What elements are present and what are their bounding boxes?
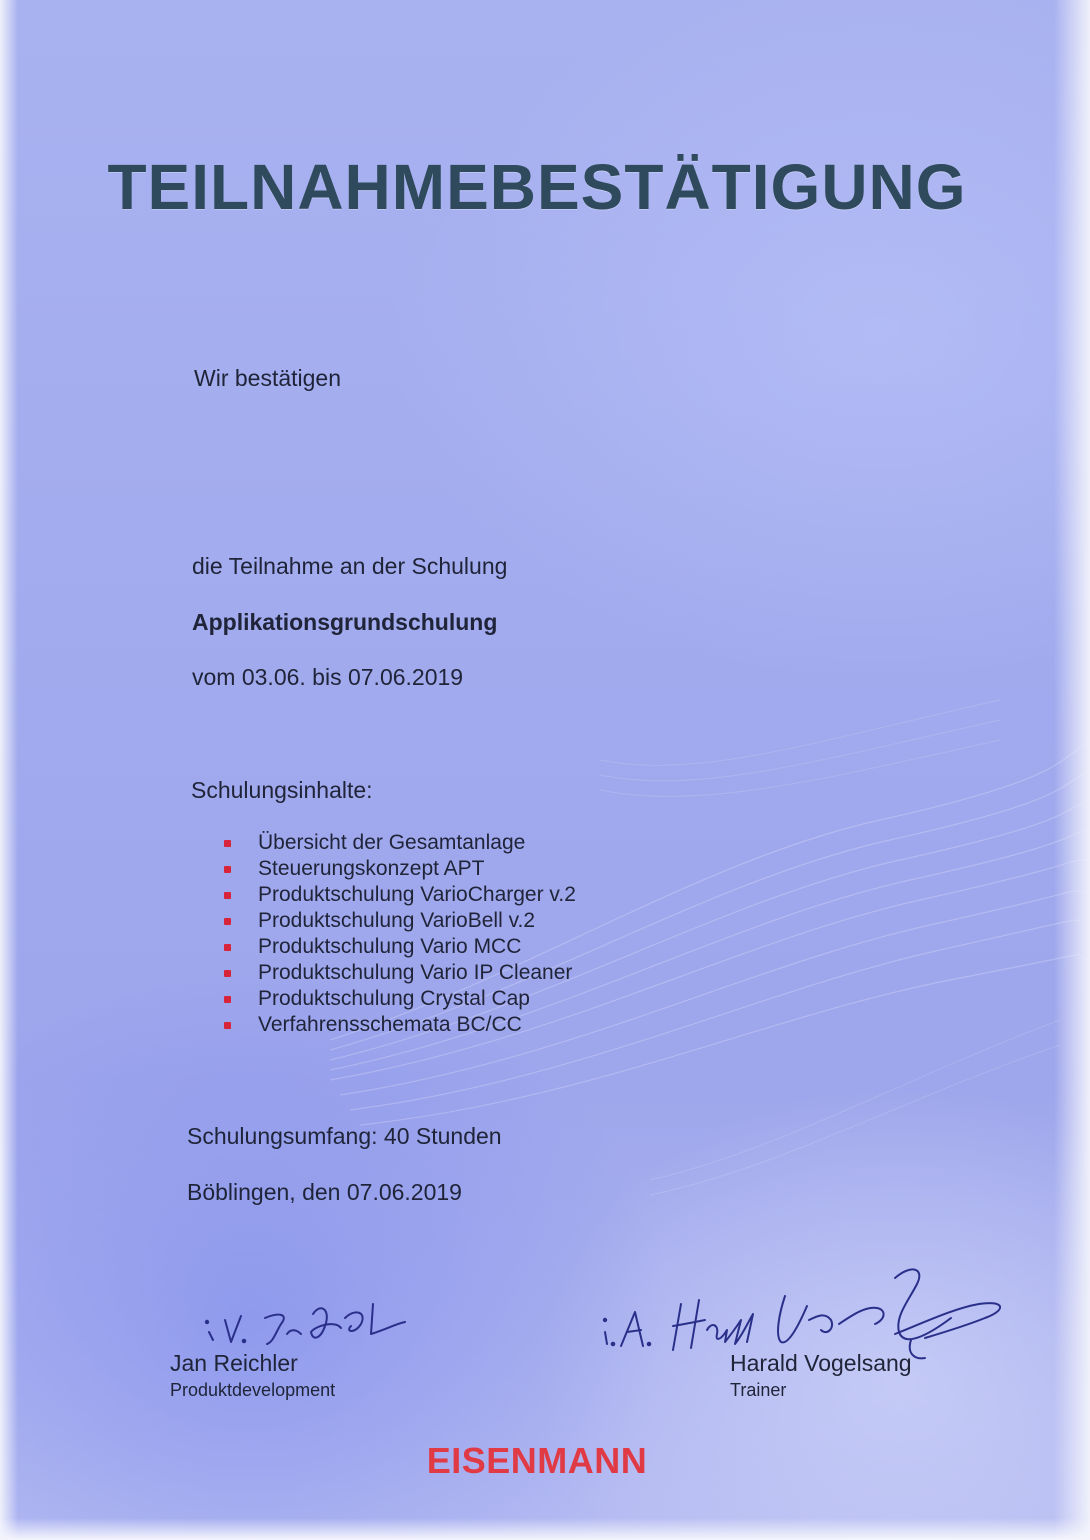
bullet-square-icon bbox=[224, 892, 231, 899]
contents-heading: Schulungsinhalte: bbox=[191, 777, 373, 803]
date-range: vom 03.06. bis 07.06.2019 bbox=[192, 664, 464, 690]
paper-edge-right bbox=[1054, 0, 1090, 1540]
course-name: Applikationsgrundschulung bbox=[192, 609, 498, 635]
left-signatory-role: Produktdevelopment bbox=[170, 1380, 336, 1400]
bullet-square-icon bbox=[224, 918, 231, 925]
bullet-square-icon bbox=[224, 1022, 231, 1029]
bullet-square-icon bbox=[224, 944, 231, 951]
bullet-square-icon bbox=[224, 996, 231, 1003]
bullet-square-icon bbox=[224, 970, 231, 977]
right-signatory-role: Trainer bbox=[730, 1380, 787, 1400]
list-item-label: Produktschulung Vario IP Cleaner bbox=[258, 961, 573, 984]
list-item-label: Produktschulung VarioCharger v.2 bbox=[258, 883, 576, 906]
list-item-label: Verfahrensschemata BC/CC bbox=[258, 1013, 522, 1036]
participation-text: die Teilnahme an der Schulung bbox=[192, 553, 508, 579]
right-signatory-name: Harald Vogelsang bbox=[730, 1350, 912, 1376]
paper-edge-bottom bbox=[0, 1518, 1090, 1540]
list-item-label: Produktschulung Vario MCC bbox=[258, 935, 522, 958]
paper-edge-left bbox=[0, 0, 18, 1540]
place-and-date: Böblingen, den 07.06.2019 bbox=[187, 1179, 462, 1205]
eisenmann-logo: EISENMANN bbox=[426, 1440, 648, 1481]
list-item-label: Produktschulung VarioBell v.2 bbox=[258, 909, 536, 932]
list-item-label: Übersicht der Gesamtanlage bbox=[258, 831, 526, 854]
bullet-square-icon bbox=[224, 840, 231, 847]
training-duration: Schulungsumfang: 40 Stunden bbox=[187, 1123, 502, 1149]
intro-text: Wir bestätigen bbox=[194, 365, 342, 391]
list-item-label: Produktschulung Crystal Cap bbox=[258, 987, 530, 1010]
bullet-square-icon bbox=[224, 866, 231, 873]
certificate-title: TEILNAHMEBESTÄTIGUNG bbox=[107, 151, 967, 223]
list-item-label: Steuerungskonzept APT bbox=[258, 857, 485, 880]
left-signatory-name: Jan Reichler bbox=[170, 1350, 298, 1376]
